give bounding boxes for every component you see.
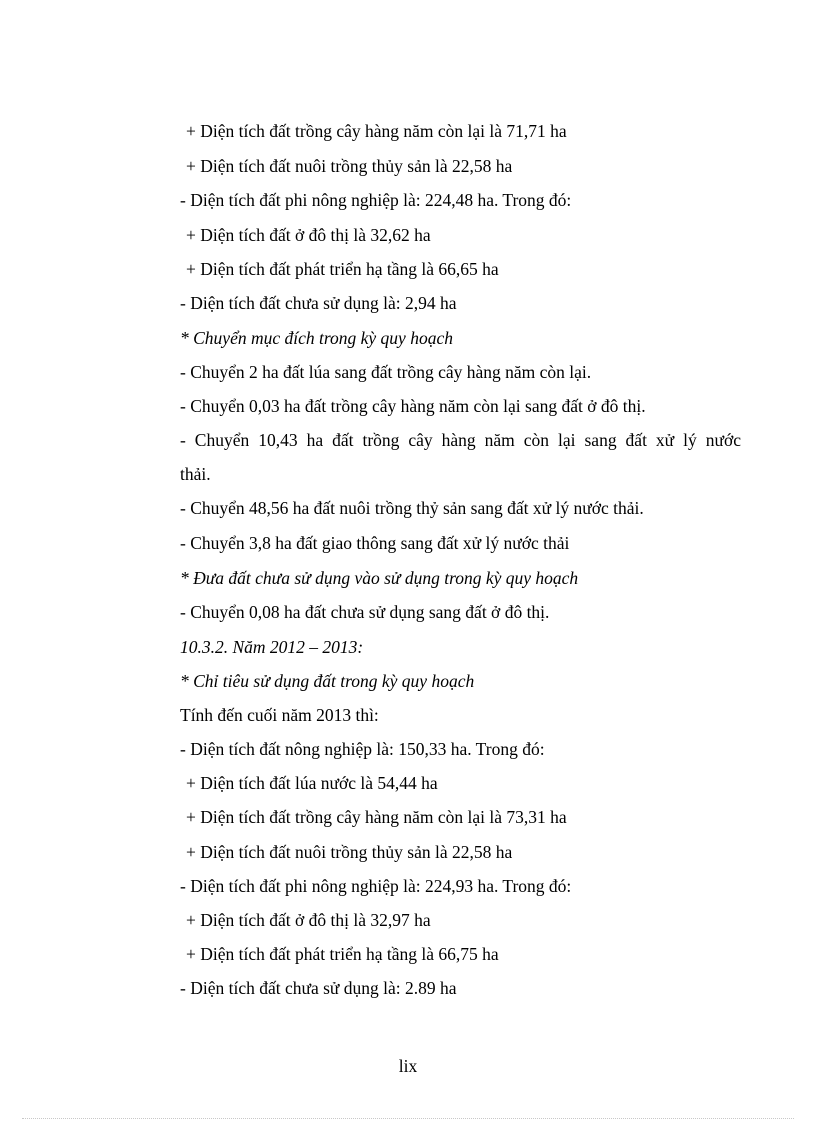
text-line: + Diện tích đất nuôi trồng thủy sản là 22,58 ha	[186, 156, 513, 176]
section-heading: * Chuyển mục đích trong kỳ quy hoạch	[180, 328, 453, 348]
page-bottom-divider	[22, 1118, 794, 1119]
text-line: - Diện tích đất chưa sử dụng là: 2,94 ha	[180, 293, 457, 313]
text-line: + Diện tích đất lúa nước là 54,44 ha	[186, 773, 438, 793]
subsection-heading: 10.3.2. Năm 2012 – 2013:	[180, 637, 364, 657]
text-line: - Diện tích đất nông nghiệp là: 150,33 ha. Trong đó:	[180, 739, 545, 759]
text-line: - Diện tích đất chưa sử dụng là: 2.89 ha	[180, 978, 457, 998]
text-line: - Diện tích đất phi nông nghiệp là: 224,93 ha. Trong đó:	[180, 876, 572, 896]
text-line: - Chuyển 0,03 ha đất trồng cây hàng năm còn lại sang đất ở đô thị.	[180, 396, 646, 416]
text-line: - Chuyển 10,43 ha đất trồng cây hàng năm còn lại sang đất xử lý nước	[180, 430, 741, 450]
text-line: - Chuyển 3,8 ha đất giao thông sang đất xử lý nước thải	[180, 533, 570, 553]
text-line: + Diện tích đất ở đô thị là 32,62 ha	[186, 225, 431, 245]
text-line: + Diện tích đất trồng cây hàng năm còn lại là 71,71 ha	[186, 121, 567, 141]
text-line: + Diện tích đất phát triển hạ tầng là 66,75 ha	[186, 944, 499, 964]
text-line: - Chuyển 2 ha đất lúa sang đất trồng cây hàng năm còn lại.	[180, 362, 592, 382]
text-line: Tính đến cuối năm 2013 thì:	[180, 705, 379, 725]
text-line: - Diện tích đất phi nông nghiệp là: 224,48 ha. Trong đó:	[180, 190, 572, 210]
text-line: + Diện tích đất nuôi trồng thủy sản là 22,58 ha	[186, 842, 513, 862]
text-line: + Diện tích đất phát triển hạ tầng là 66,65 ha	[186, 259, 499, 279]
page-number: lix	[398, 1056, 418, 1076]
text-line: - Chuyển 0,08 ha đất chưa sử dụng sang đất ở đô thị.	[180, 602, 550, 622]
section-heading: * Chỉ tiêu sử dụng đất trong kỳ quy hoạch	[180, 671, 475, 691]
section-heading: * Đưa đất chưa sử dụng vào sử dụng trong kỳ quy hoạch	[180, 568, 579, 588]
text-line: thải.	[180, 464, 211, 484]
text-line: - Chuyển 48,56 ha đất nuôi trồng thỷ sản sang đất xử lý nước thải.	[180, 498, 644, 518]
text-line: + Diện tích đất ở đô thị là 32,97 ha	[186, 910, 431, 930]
text-line: + Diện tích đất trồng cây hàng năm còn lại là 73,31 ha	[186, 807, 567, 827]
